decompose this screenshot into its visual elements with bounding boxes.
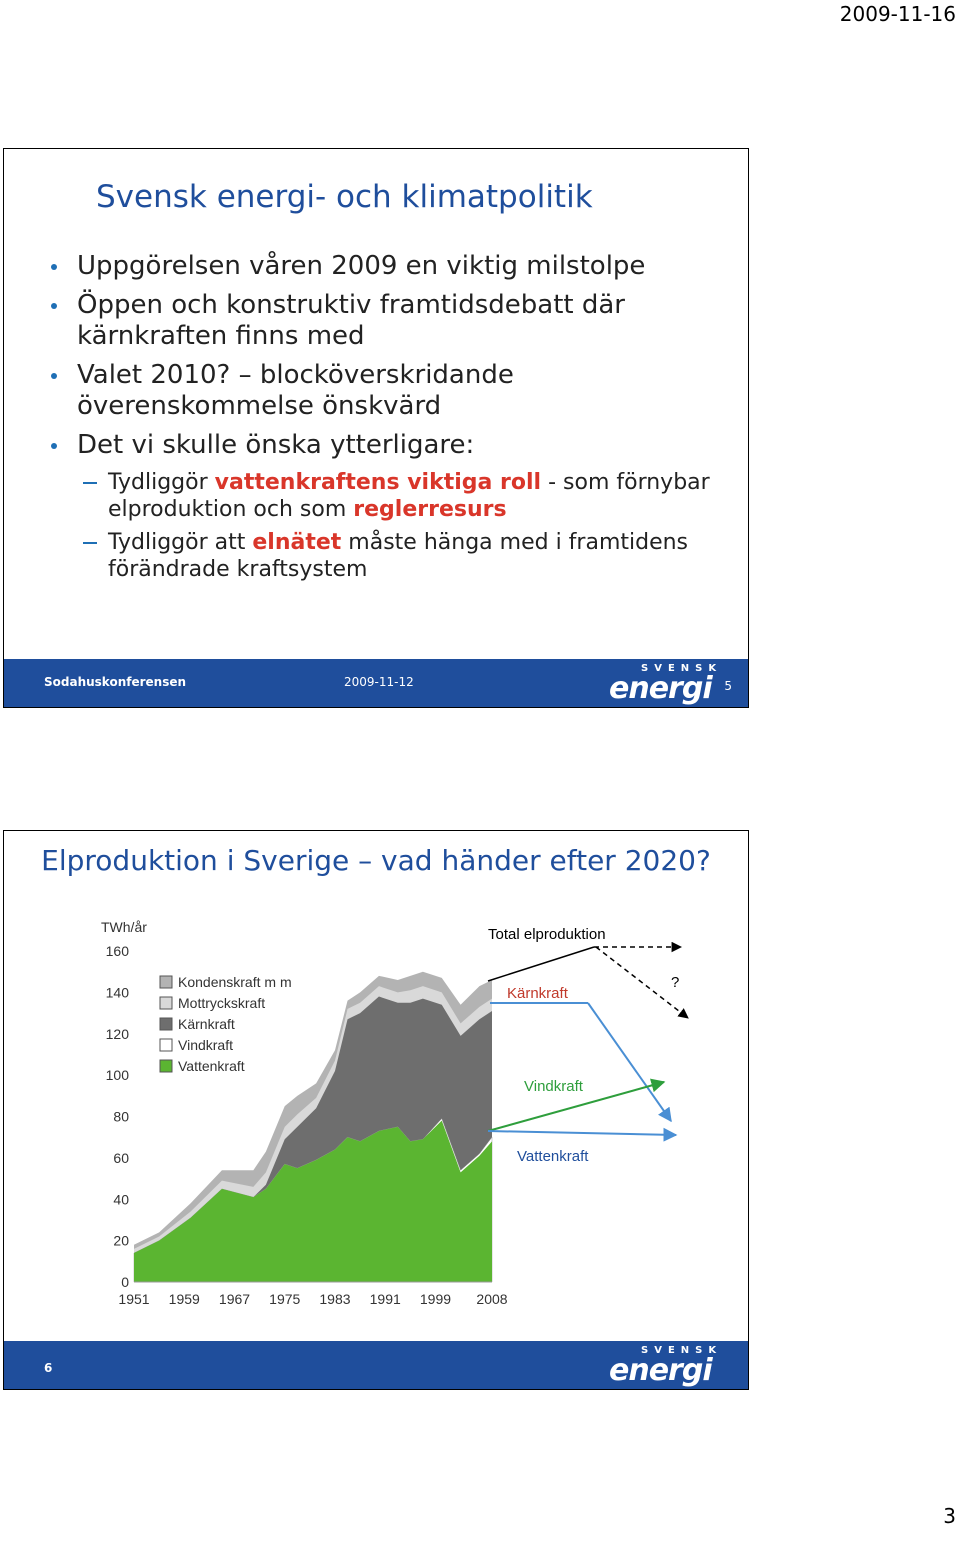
svensk-energi-logo bbox=[609, 663, 723, 706]
legend-swatch bbox=[160, 976, 172, 988]
y-axis-label: TWh/år bbox=[101, 919, 147, 935]
legend-label: Kärnkraft bbox=[178, 1016, 235, 1032]
y-tick-label: 40 bbox=[113, 1191, 129, 1208]
y-tick-label: 0 bbox=[121, 1274, 129, 1290]
x-tick-label: 1983 bbox=[319, 1291, 351, 1307]
dash-icon bbox=[83, 542, 97, 544]
legend-swatch bbox=[160, 997, 172, 1009]
y-tick-label: 120 bbox=[105, 1025, 129, 1042]
svensk-energi-logo bbox=[609, 1345, 723, 1388]
annotation-vindkraft: Vindkraft bbox=[524, 1078, 583, 1095]
sub-text: Tydliggör bbox=[108, 470, 215, 495]
sub-bullet-item bbox=[77, 529, 711, 583]
sub-text: Tydliggör att bbox=[108, 530, 253, 555]
bullet-list bbox=[51, 251, 711, 591]
footer-date: 2009-11-12 bbox=[344, 675, 414, 689]
bullet-dot-icon bbox=[51, 264, 57, 270]
logo-small-text: SVENSK bbox=[641, 1345, 723, 1356]
logo-big-text: energi bbox=[609, 671, 712, 706]
y-tick-label: 20 bbox=[113, 1232, 129, 1249]
legend-label: Vattenkraft bbox=[178, 1058, 245, 1074]
legend-swatch bbox=[160, 1039, 172, 1051]
annotation-vattenkraft: Vattenkraft bbox=[517, 1148, 589, 1165]
x-tick-label: 1967 bbox=[218, 1291, 251, 1307]
dash-icon bbox=[83, 482, 97, 484]
sub-bullet-item bbox=[77, 469, 711, 523]
slide-footer bbox=[4, 659, 748, 707]
x-tick-label: 1999 bbox=[419, 1291, 452, 1307]
bullet-dot-icon bbox=[51, 373, 57, 379]
bullet-item bbox=[51, 290, 711, 352]
y-tick-label: 100 bbox=[105, 1067, 129, 1084]
slide-6 bbox=[3, 830, 749, 1390]
x-tick-label: 1975 bbox=[269, 1291, 301, 1307]
bullet-text: Öppen och konstruktiv framtidsdebatt där kärnkraften finns med bbox=[77, 290, 625, 351]
y-tick-label: 80 bbox=[113, 1108, 129, 1125]
highlight-text: reglerresurs bbox=[353, 497, 507, 522]
highlight-text: vattenkraftens viktiga roll bbox=[214, 470, 542, 495]
bullet-dot-icon bbox=[51, 443, 57, 449]
footer-conference: Sodahuskonferensen bbox=[44, 675, 187, 689]
bullet-text: Uppgörelsen våren 2009 en viktig milstolpe bbox=[77, 251, 646, 281]
y-tick-label: 160 bbox=[105, 943, 129, 959]
bullet-item bbox=[51, 251, 711, 282]
y-tick-label: 60 bbox=[113, 1149, 129, 1166]
page-number: 3 bbox=[943, 1504, 956, 1528]
annotation-karnkraft: Kärnkraft bbox=[507, 985, 568, 1002]
slide-number: 6 bbox=[44, 1361, 53, 1375]
slide-5 bbox=[3, 148, 749, 708]
legend-label: Kondenskraft m m bbox=[178, 974, 292, 990]
logo-big-text: energi bbox=[609, 1353, 712, 1388]
y-tick-label: 140 bbox=[105, 984, 129, 1001]
production-chart bbox=[4, 831, 748, 1331]
annotation-question: ? bbox=[671, 974, 680, 991]
karnkraft-down-arrow bbox=[588, 1003, 671, 1121]
x-tick-label: 1951 bbox=[118, 1291, 150, 1307]
annotation-total: Total elproduktion bbox=[488, 926, 606, 943]
bullet-item bbox=[51, 360, 711, 422]
sub-text: måste hänga med i framtidens förändrade kraftsystem bbox=[108, 530, 689, 582]
x-tick-label: 1959 bbox=[168, 1291, 200, 1307]
slide-number: 5 bbox=[724, 679, 732, 693]
legend-label: Vindkraft bbox=[178, 1037, 233, 1053]
sub-text: - som förnybar elproduktion och som bbox=[108, 470, 710, 522]
bullet-item bbox=[51, 430, 711, 583]
bullet-text: Det vi skulle önska ytterligare: bbox=[77, 430, 475, 460]
highlight-text: elnätet bbox=[252, 530, 342, 555]
vattenkraft-arrow bbox=[488, 1131, 676, 1135]
bullet-text: Valet 2010? – blocköverskridande överenskommelse önskvärd bbox=[77, 360, 514, 421]
legend-swatch bbox=[160, 1018, 172, 1030]
slide-title: Svensk energi- och klimatpolitik bbox=[96, 179, 593, 215]
slide-footer bbox=[4, 1341, 748, 1389]
page-date: 2009-11-16 bbox=[839, 2, 956, 26]
legend-swatch bbox=[160, 1060, 172, 1072]
logo-small-text: SVENSK bbox=[641, 663, 723, 674]
x-tick-label: 1991 bbox=[369, 1291, 401, 1307]
legend-label: Mottryckskraft bbox=[178, 995, 266, 1011]
total-arrow bbox=[488, 947, 594, 981]
sub-bullet-list bbox=[77, 469, 711, 583]
slide-title: Elproduktion i Sverige – vad händer efter 2020? bbox=[41, 844, 711, 877]
bullet-dot-icon bbox=[51, 303, 57, 309]
x-tick-label: 2008 bbox=[476, 1291, 508, 1307]
